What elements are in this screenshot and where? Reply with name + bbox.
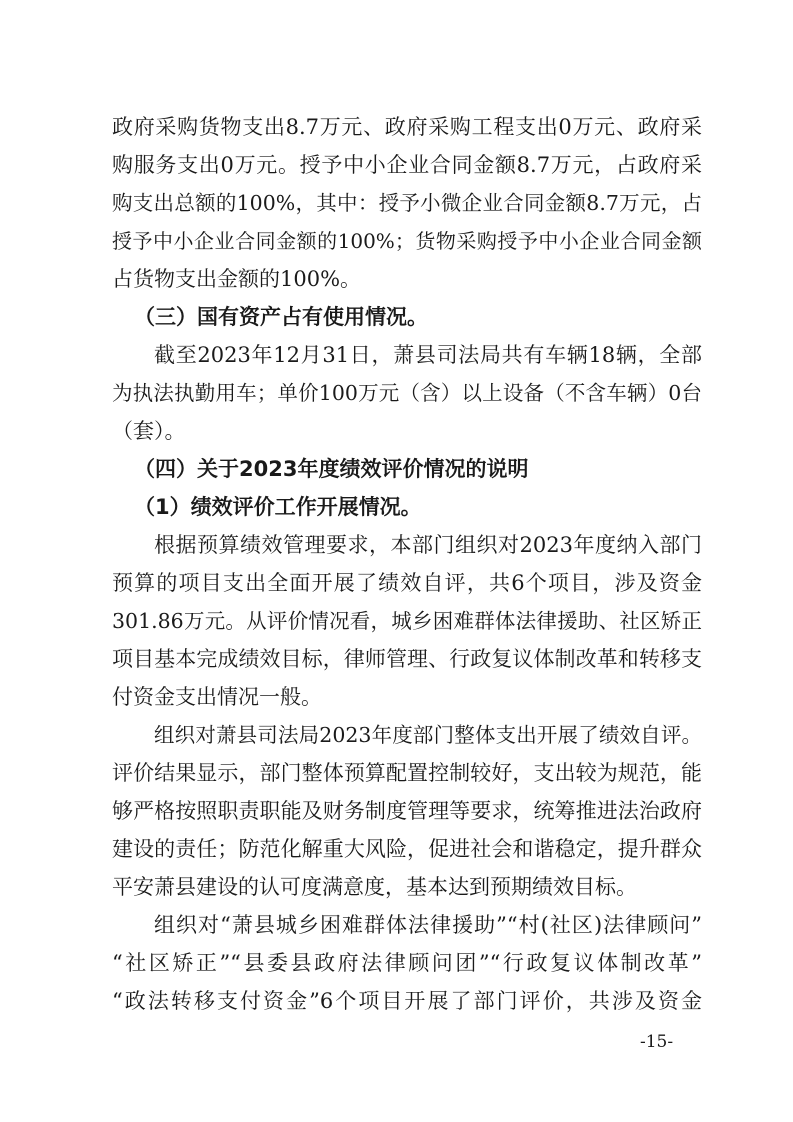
body-text-line: “社区矫正”“县委县政府法律顾问团”“行政复议体制改革” <box>112 951 702 975</box>
body-text-line: 购支出总额的100%，其中：授予小微企业合同金额8.7万元，占 <box>112 191 702 215</box>
body-text-line: 预算的项目支出全面开展了绩效自评，共6个项目，涉及资金 <box>112 571 702 595</box>
body-text-line: “政法转移支付资金”6个项目开展了部门评价，共涉及资金 <box>112 989 702 1013</box>
body-text-line: 根据预算绩效管理要求，本部门组织对2023年度纳入部门 <box>154 533 702 557</box>
page-number: -15- <box>640 1032 674 1052</box>
body-text-line: 组织对“萧县城乡困难群体法律援助”“村(社区)法律顾问” <box>154 913 702 937</box>
body-text-line: 为执法执勤用车；单价100万元（含）以上设备（不含车辆）0台 <box>112 381 702 405</box>
section-heading: （三）国有资产占有使用情况。 <box>134 305 428 329</box>
section-heading: （四）关于2023年度绩效评价情况的说明 <box>134 457 529 481</box>
body-text-line: 建设的责任；防范化解重大风险，促进社会和谐稳定，提升群众 <box>112 837 702 861</box>
body-text-line: 301.86万元。从评价情况看，城乡困难群体法律援助、社区矫正 <box>112 609 702 633</box>
subsection-heading: （1）绩效评价工作开展情况。 <box>134 495 422 519</box>
body-text-line: 项目基本完成绩效目标，律师管理、行政复议体制改革和转移支 <box>112 647 702 671</box>
body-text-line: 占货物支出金额的100%。 <box>112 267 362 291</box>
body-text-line: 购服务支出0万元。授予中小企业合同金额8.7万元，占政府采 <box>112 153 702 177</box>
body-text-line: 评价结果显示，部门整体预算配置控制较好，支出较为规范，能 <box>112 761 702 785</box>
body-text-line: 平安萧县建设的认可度满意度，基本达到预期绩效目标。 <box>112 875 637 899</box>
body-text-line: 够严格按照职责职能及财务制度管理等要求，统筹推进法治政府 <box>112 799 702 823</box>
body-text-line: 授予中小企业合同金额的100%；货物采购授予中小企业合同金额 <box>112 229 702 253</box>
body-text-line: 政府采购货物支出8.7万元、政府采购工程支出0万元、政府采 <box>112 115 702 139</box>
body-text-line: 付资金支出情况一般。 <box>112 685 322 709</box>
body-text-line: 组织对萧县司法局2023年度部门整体支出开展了绩效自评。 <box>154 723 702 747</box>
body-text-line: （套）。 <box>112 419 186 443</box>
body-text-line: 截至2023年12月31日，萧县司法局共有车辆18辆，全部 <box>154 343 702 367</box>
